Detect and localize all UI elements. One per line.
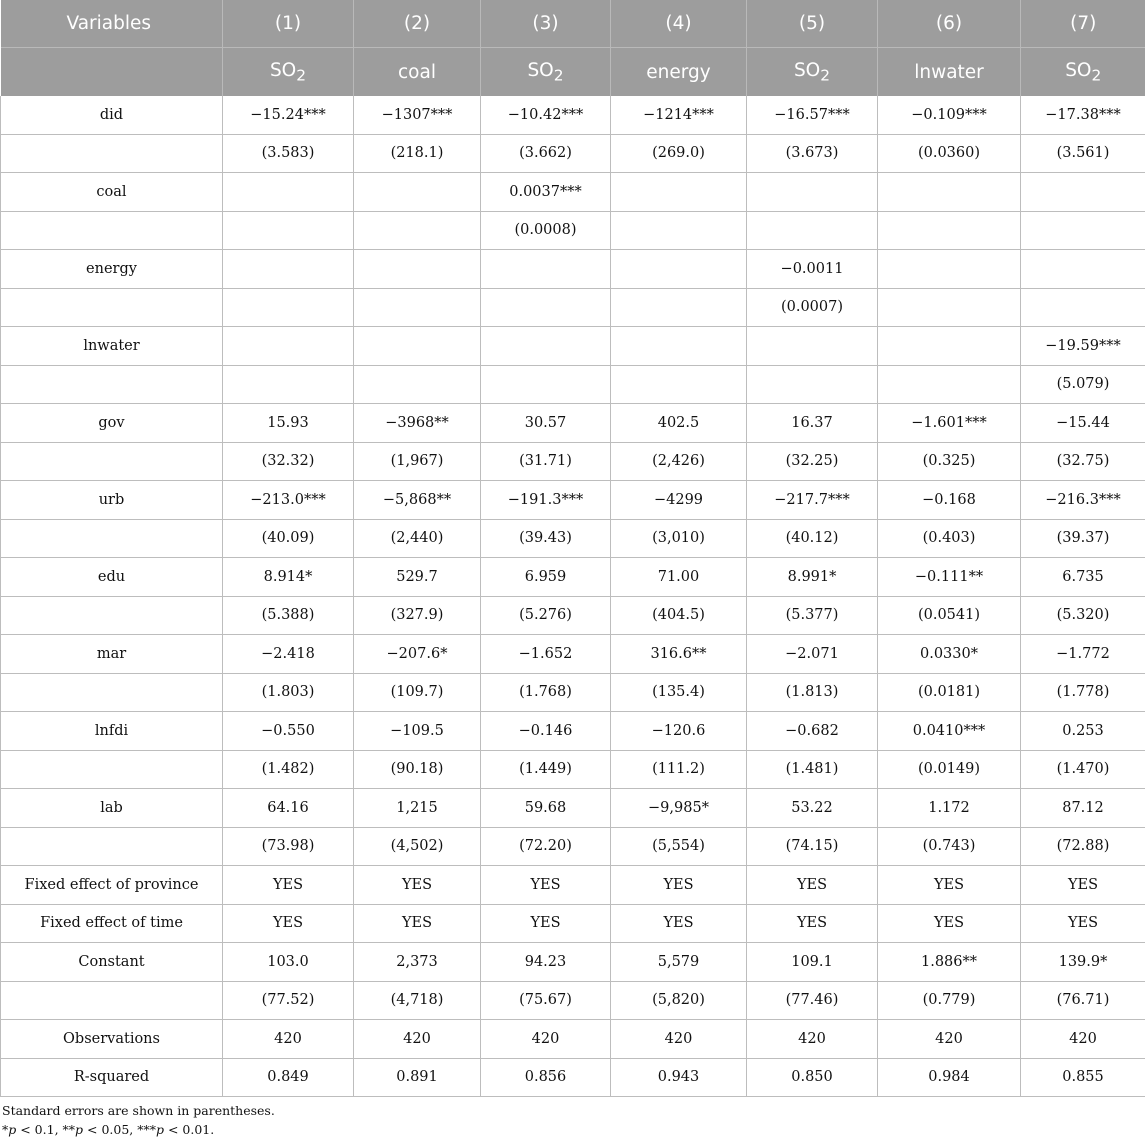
table-cell: −2.418 <box>223 635 354 674</box>
table-row <box>1 365 1145 404</box>
table-cell: (1.470) <box>1021 750 1145 789</box>
note-significance: *p < 0.1, **p < 0.05, ***p < 0.01. <box>2 1122 215 1137</box>
table-cell: YES <box>481 904 611 943</box>
table-cell: 64.16 <box>223 789 354 828</box>
table-cell: −207.6* <box>354 635 481 674</box>
row-label: lnfdi <box>1 712 223 751</box>
table-cell: (90.18) <box>354 750 481 789</box>
table-cell: YES <box>1021 904 1145 943</box>
table-row <box>1 404 1145 443</box>
table-cell: (0.325) <box>878 442 1021 481</box>
row-label <box>1 673 223 712</box>
row-label <box>1 211 223 250</box>
table-cell: 0.849 <box>223 1058 354 1097</box>
table-cell <box>481 250 611 289</box>
table-body <box>1 96 1145 1097</box>
table-cell: −17.38*** <box>1021 96 1145 134</box>
table-cell: −217.7*** <box>747 481 878 520</box>
table-cell <box>611 250 747 289</box>
table-cell: 6.735 <box>1021 558 1145 597</box>
table-row <box>1 866 1145 905</box>
row-label: Fixed effect of province <box>1 866 223 905</box>
table-cell <box>747 365 878 404</box>
table-cell <box>611 327 747 366</box>
table-row <box>1 1020 1145 1059</box>
table-row <box>1 1058 1145 1097</box>
table-cell: YES <box>747 866 878 905</box>
table-cell: (76.71) <box>1021 981 1145 1020</box>
table-cell: (31.71) <box>481 442 611 481</box>
table-cell: YES <box>223 866 354 905</box>
table-row <box>1 673 1145 712</box>
table-cell: (5,554) <box>611 827 747 866</box>
table-cell: 71.00 <box>611 558 747 597</box>
table-cell: 6.959 <box>481 558 611 597</box>
table-cell: −1.772 <box>1021 635 1145 674</box>
row-label <box>1 519 223 558</box>
row-label: lab <box>1 789 223 828</box>
table-row <box>1 173 1145 212</box>
table-row <box>1 635 1145 674</box>
table-cell: −3968** <box>354 404 481 443</box>
row-label <box>1 596 223 635</box>
table-cell: −15.24*** <box>223 96 354 134</box>
table-cell <box>878 327 1021 366</box>
table-cell: −10.42*** <box>481 96 611 134</box>
table-cell <box>481 288 611 327</box>
table-cell: −0.0011 <box>747 250 878 289</box>
row-label: edu <box>1 558 223 597</box>
table-cell: (73.98) <box>223 827 354 866</box>
table-cell: 139.9* <box>1021 943 1145 982</box>
table-cell <box>223 211 354 250</box>
table-cell <box>1021 211 1145 250</box>
table-row <box>1 981 1145 1020</box>
table-row <box>1 827 1145 866</box>
table-cell: (74.15) <box>747 827 878 866</box>
table-cell: −120.6 <box>611 712 747 751</box>
table-row <box>1 134 1145 173</box>
table-cell: (75.67) <box>481 981 611 1020</box>
table-cell <box>481 327 611 366</box>
table-cell: (0.779) <box>878 981 1021 1020</box>
table-cell: 420 <box>878 1020 1021 1059</box>
row-label: Observations <box>1 1020 223 1059</box>
table-cell: (2,426) <box>611 442 747 481</box>
table-cell <box>747 211 878 250</box>
table-cell: (3.673) <box>747 134 878 173</box>
header-model-1: (1) <box>223 0 354 48</box>
table-cell <box>354 327 481 366</box>
table-cell: YES <box>481 866 611 905</box>
header-model-6: (6) <box>878 0 1021 48</box>
table-cell: (0.0541) <box>878 596 1021 635</box>
table-cell: YES <box>354 866 481 905</box>
header-model-7: (7) <box>1021 0 1145 48</box>
table-cell: 1.886** <box>878 943 1021 982</box>
table-cell: 0.856 <box>481 1058 611 1097</box>
table-cell: YES <box>1021 866 1145 905</box>
table-cell: (111.2) <box>611 750 747 789</box>
row-label: lnwater <box>1 327 223 366</box>
table-cell: 30.57 <box>481 404 611 443</box>
table-row <box>1 288 1145 327</box>
table-cell: −9,985* <box>611 789 747 828</box>
table-cell: (32.25) <box>747 442 878 481</box>
table-cell: 420 <box>611 1020 747 1059</box>
table-row <box>1 211 1145 250</box>
table-cell: (72.20) <box>481 827 611 866</box>
table-row <box>1 327 1145 366</box>
table-cell: −0.146 <box>481 712 611 751</box>
table-cell: (0.0008) <box>481 211 611 250</box>
table-cell <box>878 211 1021 250</box>
table-cell <box>223 327 354 366</box>
table-cell: (2,440) <box>354 519 481 558</box>
table-cell <box>354 288 481 327</box>
table-cell: −1214*** <box>611 96 747 134</box>
table-cell <box>1021 173 1145 212</box>
table-cell <box>611 365 747 404</box>
row-label <box>1 750 223 789</box>
table-cell: 420 <box>1021 1020 1145 1059</box>
table-cell: (40.09) <box>223 519 354 558</box>
table-cell: YES <box>878 866 1021 905</box>
table-cell: 1.172 <box>878 789 1021 828</box>
table-notes <box>2 1101 275 1139</box>
table-cell: 529.7 <box>354 558 481 597</box>
table-row <box>1 789 1145 828</box>
table-cell <box>354 250 481 289</box>
table-cell: 0.984 <box>878 1058 1021 1097</box>
row-label <box>1 981 223 1020</box>
row-label: R-squared <box>1 1058 223 1097</box>
table-cell: (109.7) <box>354 673 481 712</box>
row-label <box>1 134 223 173</box>
row-label: urb <box>1 481 223 520</box>
header-model-2: (2) <box>354 0 481 48</box>
table-cell: (0.403) <box>878 519 1021 558</box>
row-label: did <box>1 96 223 134</box>
table-cell: (3.583) <box>223 134 354 173</box>
table-cell: (5.377) <box>747 596 878 635</box>
table-cell <box>354 365 481 404</box>
table-cell: 1,215 <box>354 789 481 828</box>
table-cell: 402.5 <box>611 404 747 443</box>
table-cell: 0.943 <box>611 1058 747 1097</box>
table-cell: (32.32) <box>223 442 354 481</box>
table-cell: YES <box>878 904 1021 943</box>
table-cell: 16.37 <box>747 404 878 443</box>
table-cell: −0.109*** <box>878 96 1021 134</box>
table-cell: −15.44 <box>1021 404 1145 443</box>
table-cell: 420 <box>481 1020 611 1059</box>
table-cell: (1.778) <box>1021 673 1145 712</box>
table-cell <box>223 365 354 404</box>
table-cell: (327.9) <box>354 596 481 635</box>
table-cell: (39.37) <box>1021 519 1145 558</box>
table-cell <box>1021 288 1145 327</box>
table-cell: (1.449) <box>481 750 611 789</box>
table-cell: (5,820) <box>611 981 747 1020</box>
table-cell: (404.5) <box>611 596 747 635</box>
table-cell: 2,373 <box>354 943 481 982</box>
table-cell: 420 <box>747 1020 878 1059</box>
header-row-model-numbers <box>1 0 1145 48</box>
table-cell: −19.59*** <box>1021 327 1145 366</box>
header-model-3: (3) <box>481 0 611 48</box>
table-cell: (3.662) <box>481 134 611 173</box>
table-cell: (4,502) <box>354 827 481 866</box>
header-dv-3: $SO_2$ <box>481 48 611 97</box>
header-model-5: (5) <box>747 0 878 48</box>
table-cell <box>878 365 1021 404</box>
table-cell: (1.481) <box>747 750 878 789</box>
table-cell: (3,010) <box>611 519 747 558</box>
table-cell <box>223 288 354 327</box>
header-dv-6: lnwater <box>878 48 1021 97</box>
table-row <box>1 96 1145 134</box>
table-cell: 316.6** <box>611 635 747 674</box>
table-cell: 420 <box>223 1020 354 1059</box>
table-cell: 0.0330* <box>878 635 1021 674</box>
row-label: Fixed effect of time <box>1 904 223 943</box>
table-cell <box>481 365 611 404</box>
header-dv-4: energy <box>611 48 747 97</box>
table-cell: (40.12) <box>747 519 878 558</box>
table-cell: (218.1) <box>354 134 481 173</box>
table-cell: −216.3*** <box>1021 481 1145 520</box>
table-cell: (1.813) <box>747 673 878 712</box>
table-cell <box>747 173 878 212</box>
note-standard-errors: Standard errors are shown in parentheses. <box>2 1103 275 1118</box>
table-cell: (5.388) <box>223 596 354 635</box>
table-cell: −0.168 <box>878 481 1021 520</box>
header-row-dependent-vars <box>1 48 1145 97</box>
header-blank <box>1 48 223 97</box>
table-cell <box>611 173 747 212</box>
table-cell: (0.0149) <box>878 750 1021 789</box>
table-cell: YES <box>354 904 481 943</box>
row-label <box>1 365 223 404</box>
table-cell: YES <box>223 904 354 943</box>
table-cell: (0.0007) <box>747 288 878 327</box>
table-cell: (5.276) <box>481 596 611 635</box>
table-cell <box>878 173 1021 212</box>
table-cell: 53.22 <box>747 789 878 828</box>
table-header <box>1 0 1145 96</box>
table-cell: (77.52) <box>223 981 354 1020</box>
table-cell: −0.550 <box>223 712 354 751</box>
table-cell: (0.743) <box>878 827 1021 866</box>
table-row <box>1 904 1145 943</box>
table-cell: 0.891 <box>354 1058 481 1097</box>
table-cell: (0.0181) <box>878 673 1021 712</box>
table-cell: −5,868** <box>354 481 481 520</box>
table-cell: −16.57*** <box>747 96 878 134</box>
table-cell: −1.601*** <box>878 404 1021 443</box>
table-cell: (1.803) <box>223 673 354 712</box>
table-cell: YES <box>611 866 747 905</box>
table-cell: −2.071 <box>747 635 878 674</box>
table-cell: (5.079) <box>1021 365 1145 404</box>
table-cell: 15.93 <box>223 404 354 443</box>
table-cell: 109.1 <box>747 943 878 982</box>
table-row <box>1 442 1145 481</box>
table-row <box>1 596 1145 635</box>
table-cell: YES <box>747 904 878 943</box>
table-row <box>1 712 1145 751</box>
table-row <box>1 750 1145 789</box>
table-cell: −191.3*** <box>481 481 611 520</box>
header-dv-7: $SO_2$ <box>1021 48 1145 97</box>
table-cell: 420 <box>354 1020 481 1059</box>
table-cell: (1,967) <box>354 442 481 481</box>
table-cell: −4299 <box>611 481 747 520</box>
table-cell: (0.0360) <box>878 134 1021 173</box>
table-cell: −1.652 <box>481 635 611 674</box>
table-cell: −0.682 <box>747 712 878 751</box>
table-cell: (32.75) <box>1021 442 1145 481</box>
table-cell: 0.855 <box>1021 1058 1145 1097</box>
table-cell: (72.88) <box>1021 827 1145 866</box>
row-label: Constant <box>1 943 223 982</box>
row-label: coal <box>1 173 223 212</box>
table-cell: (4,718) <box>354 981 481 1020</box>
table-cell: (1.768) <box>481 673 611 712</box>
table-row <box>1 481 1145 520</box>
table-cell: (39.43) <box>481 519 611 558</box>
table-cell <box>878 288 1021 327</box>
table-cell: (5.320) <box>1021 596 1145 635</box>
table-cell: −109.5 <box>354 712 481 751</box>
table-cell <box>223 250 354 289</box>
header-variables: Variables <box>1 0 223 48</box>
row-label: mar <box>1 635 223 674</box>
table-cell: 0.0410*** <box>878 712 1021 751</box>
table-cell: (1.482) <box>223 750 354 789</box>
table-cell <box>611 288 747 327</box>
table-cell: −0.111** <box>878 558 1021 597</box>
header-dv-1: $SO_2$ <box>223 48 354 97</box>
table-cell: 0.850 <box>747 1058 878 1097</box>
table-row <box>1 250 1145 289</box>
table-cell <box>354 211 481 250</box>
header-model-4: (4) <box>611 0 747 48</box>
table-cell: (3.561) <box>1021 134 1145 173</box>
row-label: energy <box>1 250 223 289</box>
table-cell: (269.0) <box>611 134 747 173</box>
row-label <box>1 827 223 866</box>
table-cell <box>354 173 481 212</box>
table-cell: 8.914* <box>223 558 354 597</box>
table-cell: (135.4) <box>611 673 747 712</box>
table-cell <box>1021 250 1145 289</box>
row-label: gov <box>1 404 223 443</box>
row-label <box>1 442 223 481</box>
table-cell: 0.0037*** <box>481 173 611 212</box>
table-cell <box>223 173 354 212</box>
header-dv-5: $SO_2$ <box>747 48 878 97</box>
table-cell: 59.68 <box>481 789 611 828</box>
table-cell: 103.0 <box>223 943 354 982</box>
table-cell <box>747 327 878 366</box>
table-cell: (77.46) <box>747 981 878 1020</box>
table-cell: −1307*** <box>354 96 481 134</box>
row-label <box>1 288 223 327</box>
table-cell: 0.253 <box>1021 712 1145 751</box>
table-cell <box>611 211 747 250</box>
header-dv-2: coal <box>354 48 481 97</box>
table-cell: 8.991* <box>747 558 878 597</box>
table-cell: 87.12 <box>1021 789 1145 828</box>
table-cell: 5,579 <box>611 943 747 982</box>
table-row <box>1 943 1145 982</box>
table-cell: YES <box>611 904 747 943</box>
table-row <box>1 519 1145 558</box>
table-row <box>1 558 1145 597</box>
table-cell: 94.23 <box>481 943 611 982</box>
table-cell: −213.0*** <box>223 481 354 520</box>
table-cell <box>878 250 1021 289</box>
